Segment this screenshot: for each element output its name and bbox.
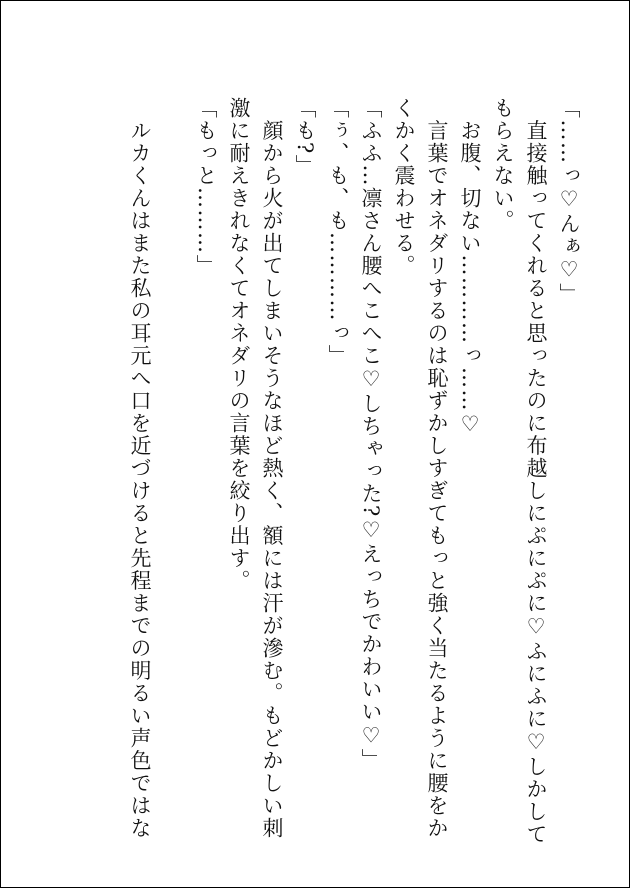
text-line: 激に耐えきれなくてオネダリの言葉を絞り出す。 [227, 97, 251, 592]
text-line: もらえない。 [491, 97, 515, 232]
text-line: お腹、切ない…………っ……♡ [458, 97, 482, 438]
vertical-text-body [123, 97, 585, 846]
text-line: 言葉でオネダリするのは恥ずかしすぎてもっと強く当たるように腰をか [425, 97, 449, 840]
text-line: 「もっと………」 [194, 97, 218, 277]
text-line: 「も?」 [293, 97, 317, 178]
text-line: ルカくんはまた私の耳元へ口を近づけると先程までの明るい声色ではな [128, 97, 152, 840]
text-line: 「ぅ、も、も…………っ」 [326, 97, 350, 367]
text-line: 顔から火が出てしまいそうなほど熱く、額には汗が滲む。もどかしい刺 [260, 97, 284, 840]
text-line: くかく震わせる。 [392, 97, 416, 277]
text-line: 「ふふ…凛さん腰へこへこ♡しちゃった?♡えっちでかわいい♡」 [359, 97, 383, 772]
text-line: 直接触ってくれると思ったのに布越しにぷにぷに♡ふにふに♡しかして [524, 97, 548, 846]
blank-line [156, 97, 189, 797]
text-line: 「……っ♡んぁ♡」 [557, 97, 581, 306]
